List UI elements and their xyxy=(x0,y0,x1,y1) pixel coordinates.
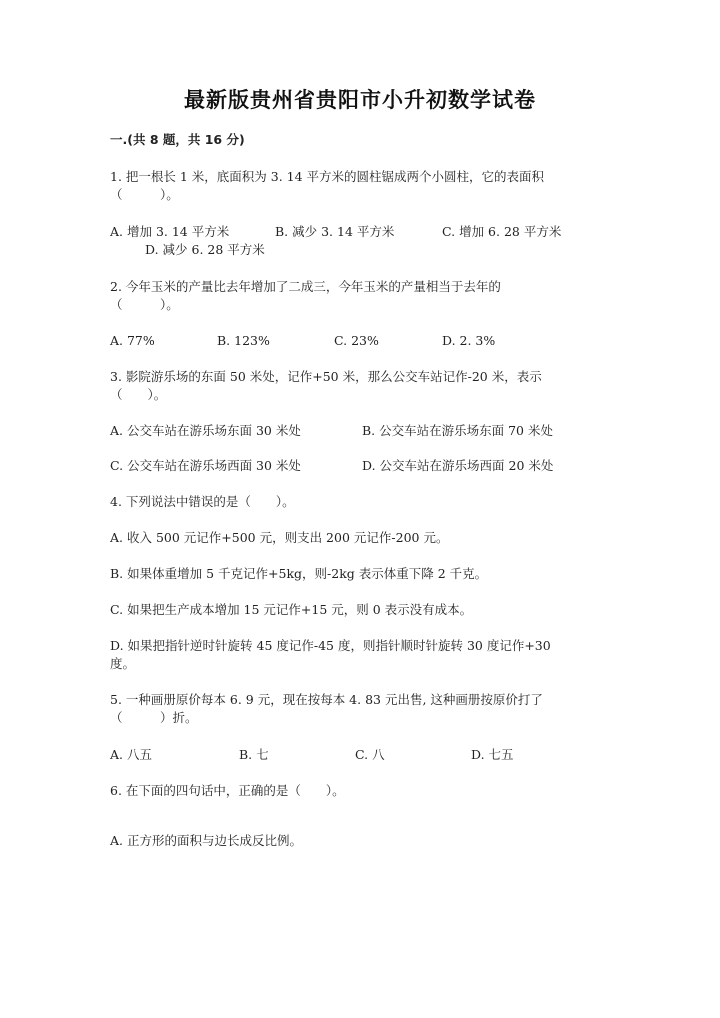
question-text: 1. 把一根长 1 米，底面积为 3. 14 平方米的圆柱锯成两个小圆柱，它的表面积 xyxy=(110,169,545,184)
option-c: C. 公交车站在游乐场西面 30 米处 xyxy=(110,458,301,473)
section-heading: 一.(共 8 题，共 16 分) xyxy=(110,132,245,147)
question-text: 4. 下列说法中错误的是（ ）。 xyxy=(110,494,295,509)
question-text: 6. 在下面的四句话中，正确的是（ ）。 xyxy=(110,783,345,798)
option-c: C. 23% xyxy=(334,333,379,348)
option-a: A. 77% xyxy=(110,333,155,348)
option-a: A. 正方形的面积与边长成反比例。 xyxy=(110,833,302,848)
option-b: B. 减少 3. 14 平方米 xyxy=(275,224,395,239)
option-d: D. 公交车站在游乐场西面 20 米处 xyxy=(362,458,554,473)
option-b: B. 公交车站在游乐场东面 70 米处 xyxy=(362,423,553,438)
option-c: C. 增加 6. 28 平方米 xyxy=(442,224,562,239)
question-text: （ ）折。 xyxy=(110,710,198,725)
question-text: 5. 一种画册原价每本 6. 9 元，现在按每本 4. 83 元出售, 这种画册按原价打了 xyxy=(110,692,543,707)
option-b: B. 123% xyxy=(217,333,270,348)
question-text: 2. 今年玉米的产量比去年增加了二成三，今年玉米的产量相当于去年的 xyxy=(110,279,501,294)
option-a: A. 八五 xyxy=(110,747,152,762)
option-d: D. 2. 3% xyxy=(442,333,496,348)
option-a: A. 增加 3. 14 平方米 xyxy=(110,224,230,239)
option-d: D. 减少 6. 28 平方米 xyxy=(145,242,265,257)
page-title: 最新版贵州省贵阳市小升初数学试卷 xyxy=(184,88,536,112)
question-text: （ ）。 xyxy=(110,387,167,402)
option-c: C. 如果把生产成本增加 15 元记作+15 元，则 0 表示没有成本。 xyxy=(110,602,473,617)
option-d: D. 七五 xyxy=(471,747,514,762)
option-b: B. 如果体重增加 5 千克记作+5kg，则-2kg 表示体重下降 2 千克。 xyxy=(110,566,488,581)
question-text: （ ）。 xyxy=(110,187,179,202)
option-d: D. 如果把指针逆时针旋转 45 度记作-45 度，则指针顺时针旋转 30 度记作+30 xyxy=(110,638,551,653)
option-a: A. 公交车站在游乐场东面 30 米处 xyxy=(110,423,301,438)
option-d-continued: 度。 xyxy=(110,656,136,671)
option-b: B. 七 xyxy=(239,747,269,762)
option-a: A. 收入 500 元记作+500 元，则支出 200 元记作-200 元。 xyxy=(110,530,449,545)
question-text: （ ）。 xyxy=(110,297,179,312)
option-c: C. 八 xyxy=(355,747,385,762)
question-text: 3. 影院游乐场的东面 50 米处，记作+50 米，那么公交车站记作-20 米，表示 xyxy=(110,369,542,384)
